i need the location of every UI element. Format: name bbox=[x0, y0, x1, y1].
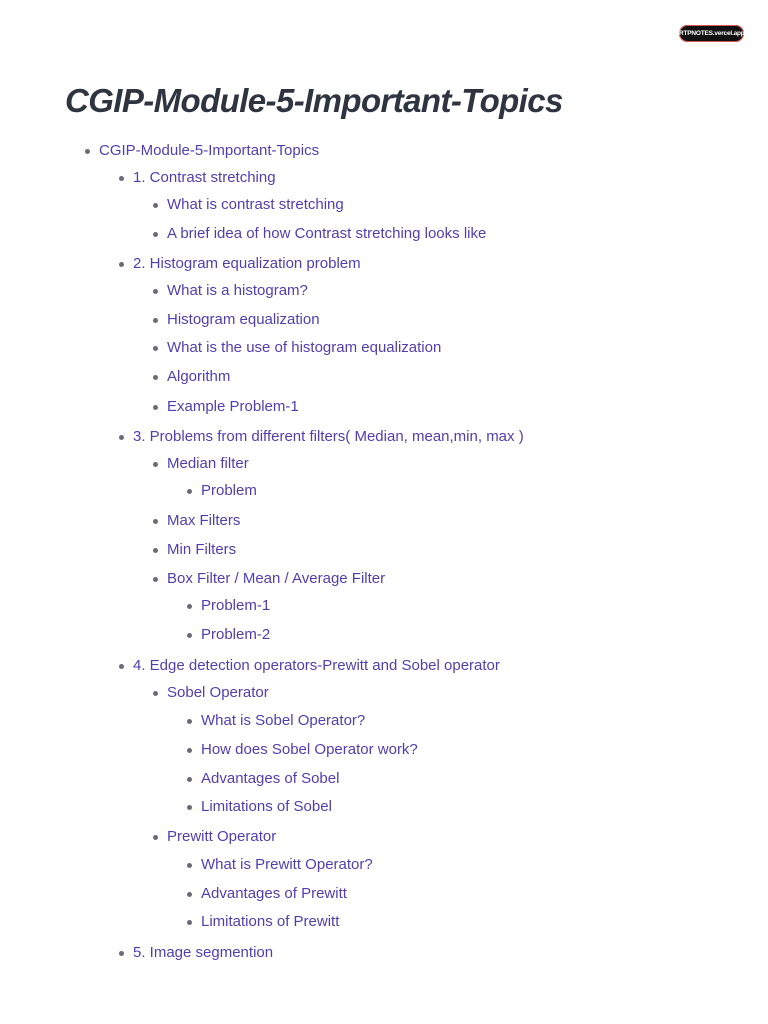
bullet-icon bbox=[187, 719, 192, 724]
bullet-icon bbox=[119, 951, 124, 956]
bullet-icon bbox=[187, 805, 192, 810]
toc-link-box-filter[interactable]: Box Filter / Mean / Average Filter bbox=[167, 570, 386, 587]
toc-link-module-title[interactable]: CGIP-Module-5-Important-Topics bbox=[99, 142, 320, 159]
bullet-icon bbox=[119, 664, 124, 669]
bullet-icon bbox=[153, 462, 158, 467]
bullet-icon bbox=[187, 489, 192, 494]
toc-link-edge-detection[interactable]: 4. Edge detection operators-Prewitt and Sobel operator bbox=[133, 657, 500, 674]
toc-link-box-problem-1[interactable]: Problem-1 bbox=[201, 597, 271, 614]
toc-link-what-is-histogram[interactable]: What is a histogram? bbox=[167, 282, 308, 299]
bullet-icon bbox=[153, 318, 158, 323]
toc-link-median-problem[interactable]: Problem bbox=[201, 482, 257, 499]
toc-link-median-filter[interactable]: Median filter bbox=[167, 455, 249, 472]
toc-link-sobel-operator[interactable]: Sobel Operator bbox=[167, 684, 269, 701]
bullet-icon bbox=[153, 519, 158, 524]
toc-link-box-problem-2[interactable]: Problem-2 bbox=[201, 626, 271, 643]
bullet-icon bbox=[153, 375, 158, 380]
toc-link-prewitt-limitations[interactable]: Limitations of Prewitt bbox=[201, 913, 340, 930]
toc-link-contrast-stretching-idea[interactable]: A brief idea of how Contrast stretching looks like bbox=[167, 225, 487, 242]
bullet-icon bbox=[153, 835, 158, 840]
toc-link-prewitt-operator[interactable]: Prewitt Operator bbox=[167, 828, 277, 845]
bullet-icon bbox=[153, 577, 158, 582]
toc-link-filter-problems[interactable]: 3. Problems from different filters( Median, mean,min, max ) bbox=[133, 428, 524, 445]
toc-link-what-is-sobel[interactable]: What is Sobel Operator? bbox=[201, 712, 366, 729]
bullet-icon bbox=[119, 262, 124, 267]
toc-link-what-is-contrast-stretching[interactable]: What is contrast stretching bbox=[167, 196, 344, 213]
bullet-icon bbox=[187, 777, 192, 782]
bullet-icon bbox=[119, 435, 124, 440]
bullet-icon bbox=[187, 633, 192, 638]
toc-link-image-segmentation[interactable]: 5. Image segmention bbox=[133, 944, 274, 961]
toc-link-prewitt-advantages[interactable]: Advantages of Prewitt bbox=[201, 885, 347, 902]
bullet-icon bbox=[85, 149, 90, 154]
bullet-icon bbox=[187, 892, 192, 897]
toc-link-min-filters[interactable]: Min Filters bbox=[167, 541, 237, 558]
bullet-icon bbox=[153, 405, 158, 410]
toc-link-histogram-equalization-use[interactable]: What is the use of histogram equalization bbox=[167, 339, 442, 356]
toc-link-histogram-equalization-problem[interactable]: 2. Histogram equalization problem bbox=[133, 255, 361, 272]
site-badge[interactable]: RTPNOTES.vercel.app bbox=[679, 25, 744, 42]
bullet-icon bbox=[153, 548, 158, 553]
toc-link-histogram-equalization[interactable]: Histogram equalization bbox=[167, 311, 320, 328]
toc-link-sobel-advantages[interactable]: Advantages of Sobel bbox=[201, 770, 340, 787]
toc-link-max-filters[interactable]: Max Filters bbox=[167, 512, 241, 529]
bullet-icon bbox=[153, 232, 158, 237]
toc-link-what-is-prewitt[interactable]: What is Prewitt Operator? bbox=[201, 856, 373, 873]
toc-link-example-problem-1[interactable]: Example Problem-1 bbox=[167, 398, 299, 415]
bullet-icon bbox=[153, 289, 158, 294]
bullet-icon bbox=[187, 604, 192, 609]
bullet-icon bbox=[153, 346, 158, 351]
page-title: CGIP-Module-5-Important-Topics bbox=[65, 82, 563, 119]
toc-link-sobel-limitations[interactable]: Limitations of Sobel bbox=[201, 798, 332, 815]
toc-link-contrast-stretching[interactable]: 1. Contrast stretching bbox=[133, 169, 276, 186]
bullet-icon bbox=[187, 863, 192, 868]
toc-link-algorithm[interactable]: Algorithm bbox=[167, 368, 231, 385]
bullet-icon bbox=[153, 691, 158, 696]
bullet-icon bbox=[119, 176, 124, 181]
bullet-icon bbox=[153, 203, 158, 208]
bullet-icon bbox=[187, 920, 192, 925]
toc-link-how-sobel-works[interactable]: How does Sobel Operator work? bbox=[201, 741, 418, 758]
bullet-icon bbox=[187, 748, 192, 753]
